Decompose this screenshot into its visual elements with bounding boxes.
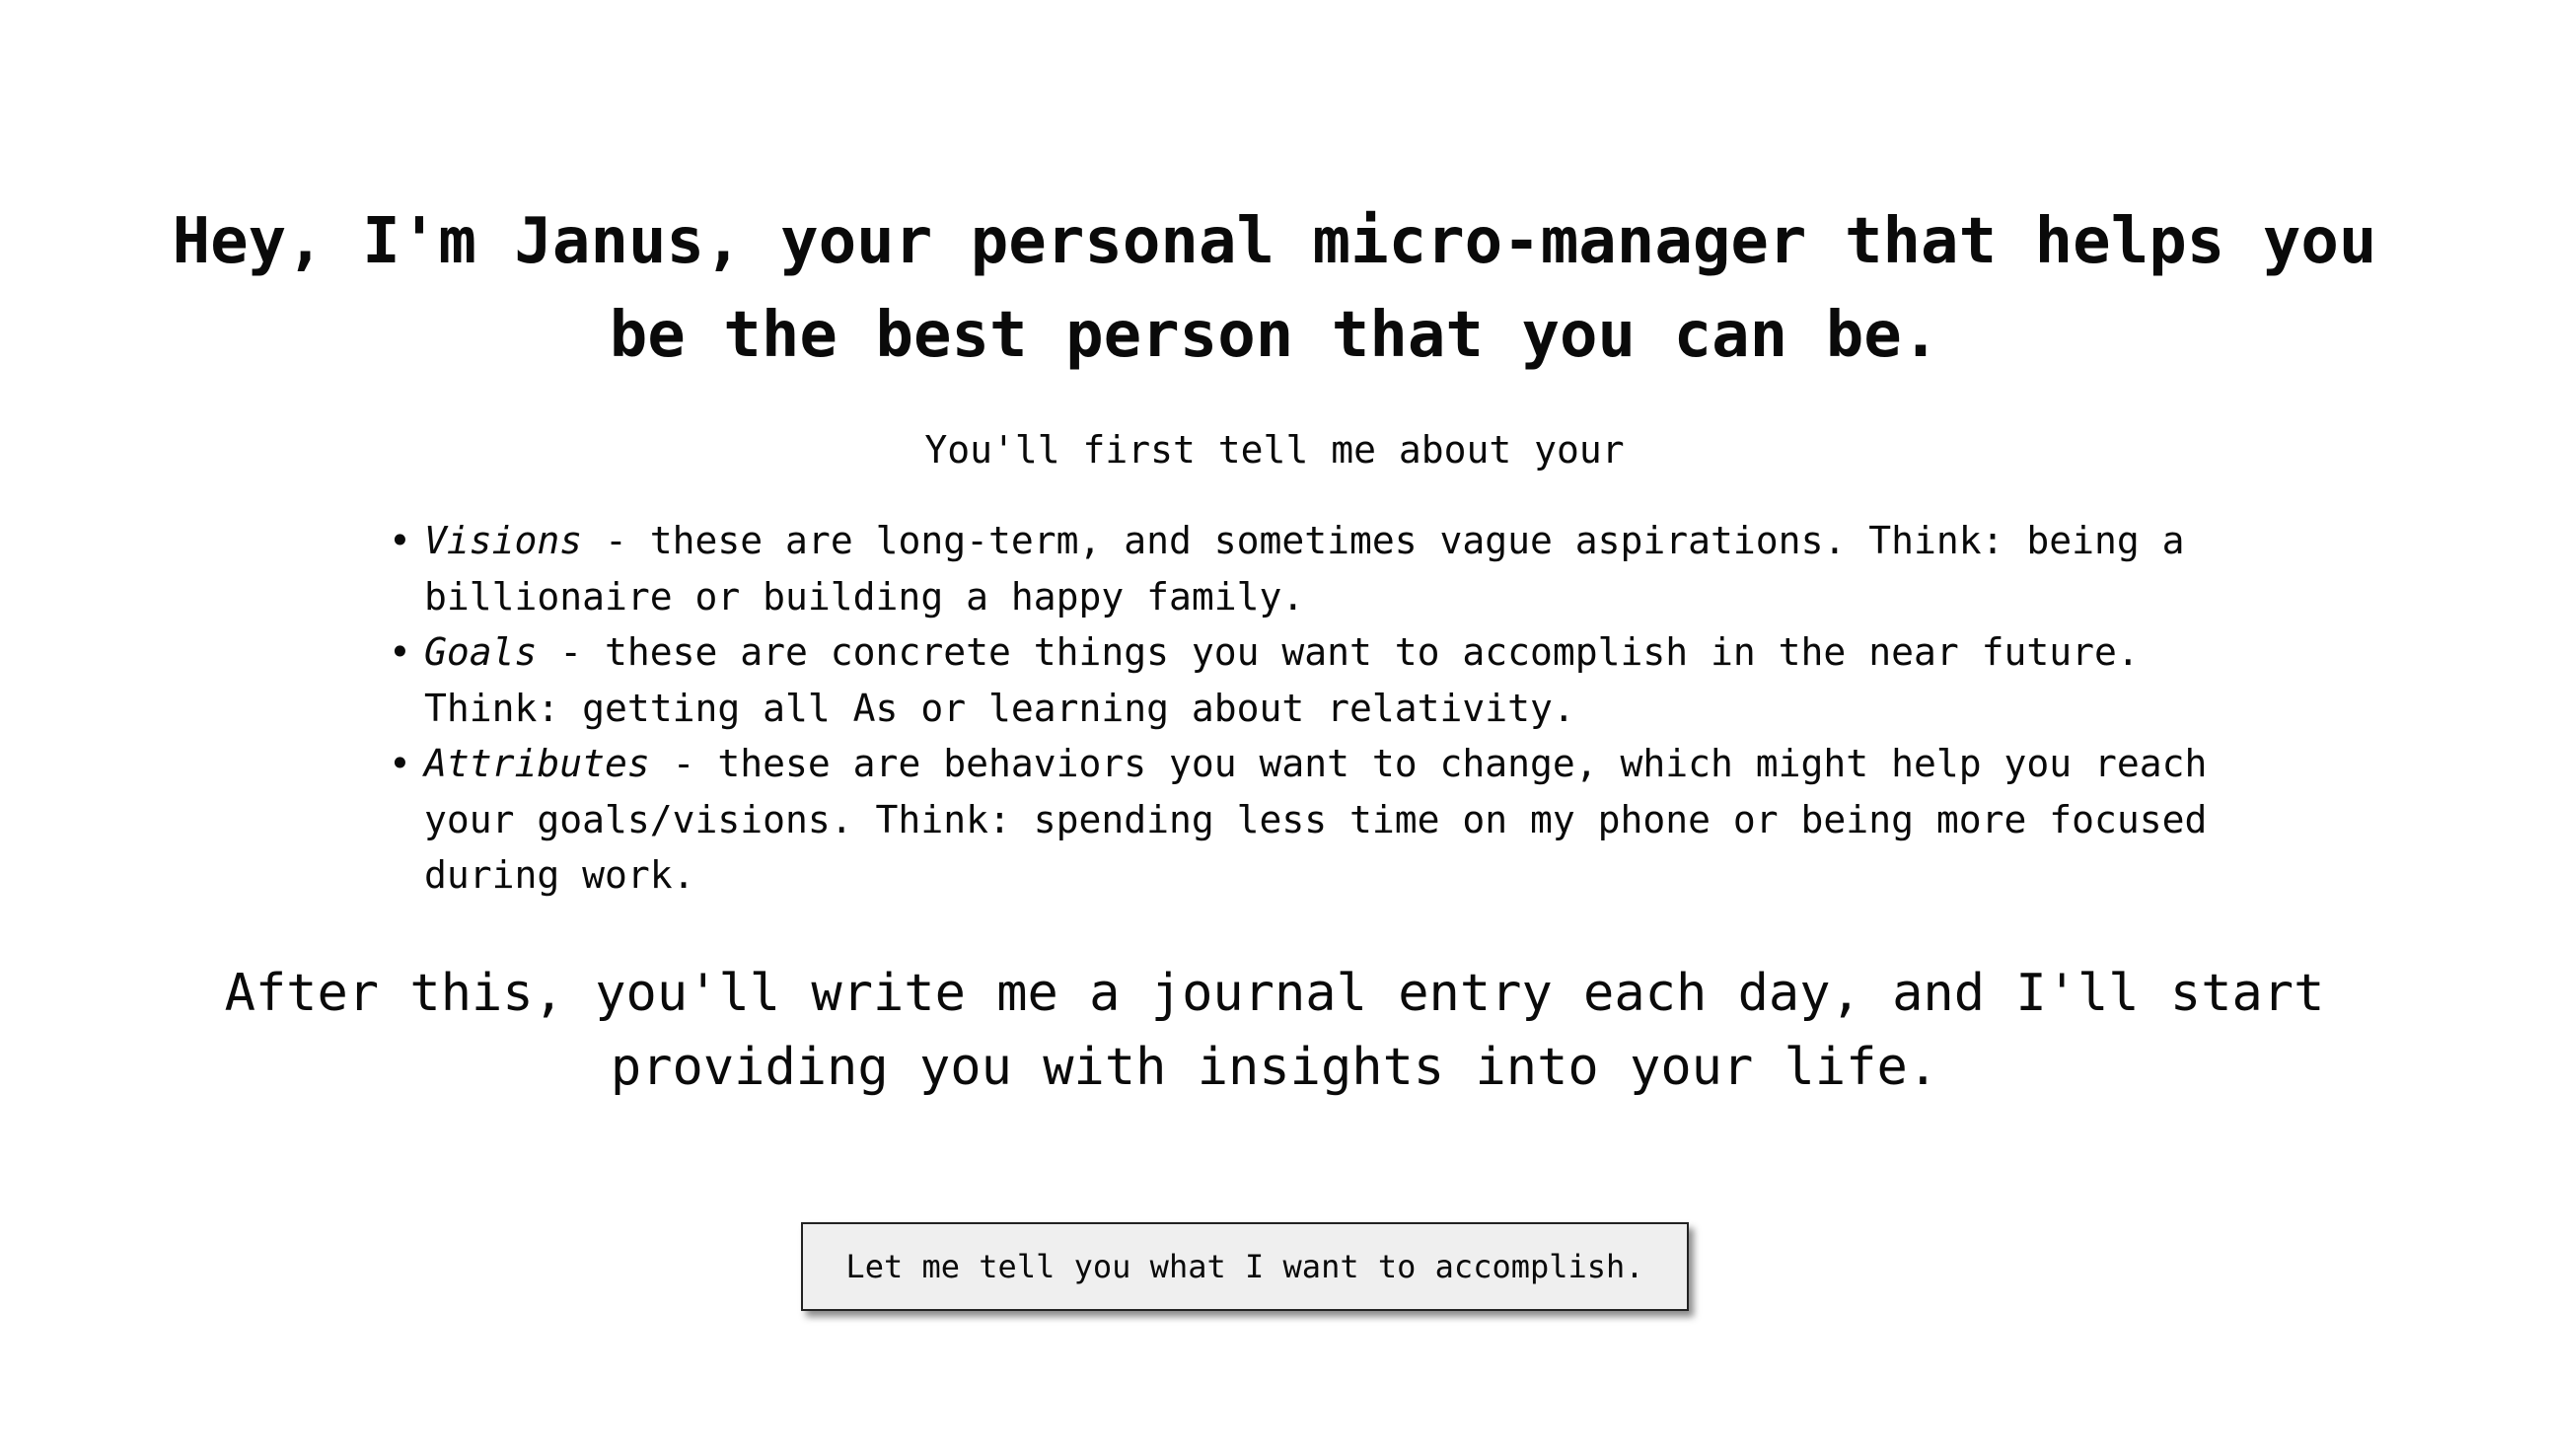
description-attributes-line-1: - these are behaviors you want to change, which might help you reach <box>649 742 2208 785</box>
description-visions-line-2: billionaire or building a happy family. <box>424 574 1305 619</box>
term-attributes: Attributes <box>424 742 650 785</box>
description-attributes-line-2: your goals/visions. Think: spending less time on my phone or being more focused <box>424 797 2208 841</box>
title-line-2: be the best person that you can be. <box>609 299 1940 372</box>
description-visions-line-1: - these are long-term, and sometimes vague aspirations. Think: being a <box>582 519 2185 562</box>
bullet-icon: • <box>389 519 411 562</box>
outro-text <box>0 957 2549 1105</box>
bullet-icon: • <box>389 742 411 785</box>
term-goals: Goals <box>424 630 538 674</box>
outro-line-1: After this, you'll write me a journal entry each day, and I'll start <box>224 964 2325 1023</box>
description-attributes-line-3: during work. <box>424 853 695 897</box>
list-item-attributes <box>389 736 2279 904</box>
page-title <box>0 195 2549 383</box>
description-goals-line-2: Think: getting all As or learning about relativity. <box>424 686 1575 730</box>
list-item-goals <box>389 624 2279 736</box>
outro-line-2: providing you with insights into your life. <box>610 1038 1939 1097</box>
list-item-visions <box>389 513 2279 624</box>
tell-accomplish-button[interactable]: Let me tell you what I want to accomplish. <box>801 1222 1689 1311</box>
term-visions: Visions <box>424 519 583 562</box>
intro-text: You'll first tell me about your <box>924 428 1625 472</box>
bullet-icon: • <box>389 630 411 674</box>
description-goals-line-1: - these are concrete things you want to accomplish in the near future. <box>537 630 2140 674</box>
definition-list <box>389 513 2279 904</box>
title-line-1: Hey, I'm Janus, your personal micro-manager that helps you <box>172 205 2377 278</box>
